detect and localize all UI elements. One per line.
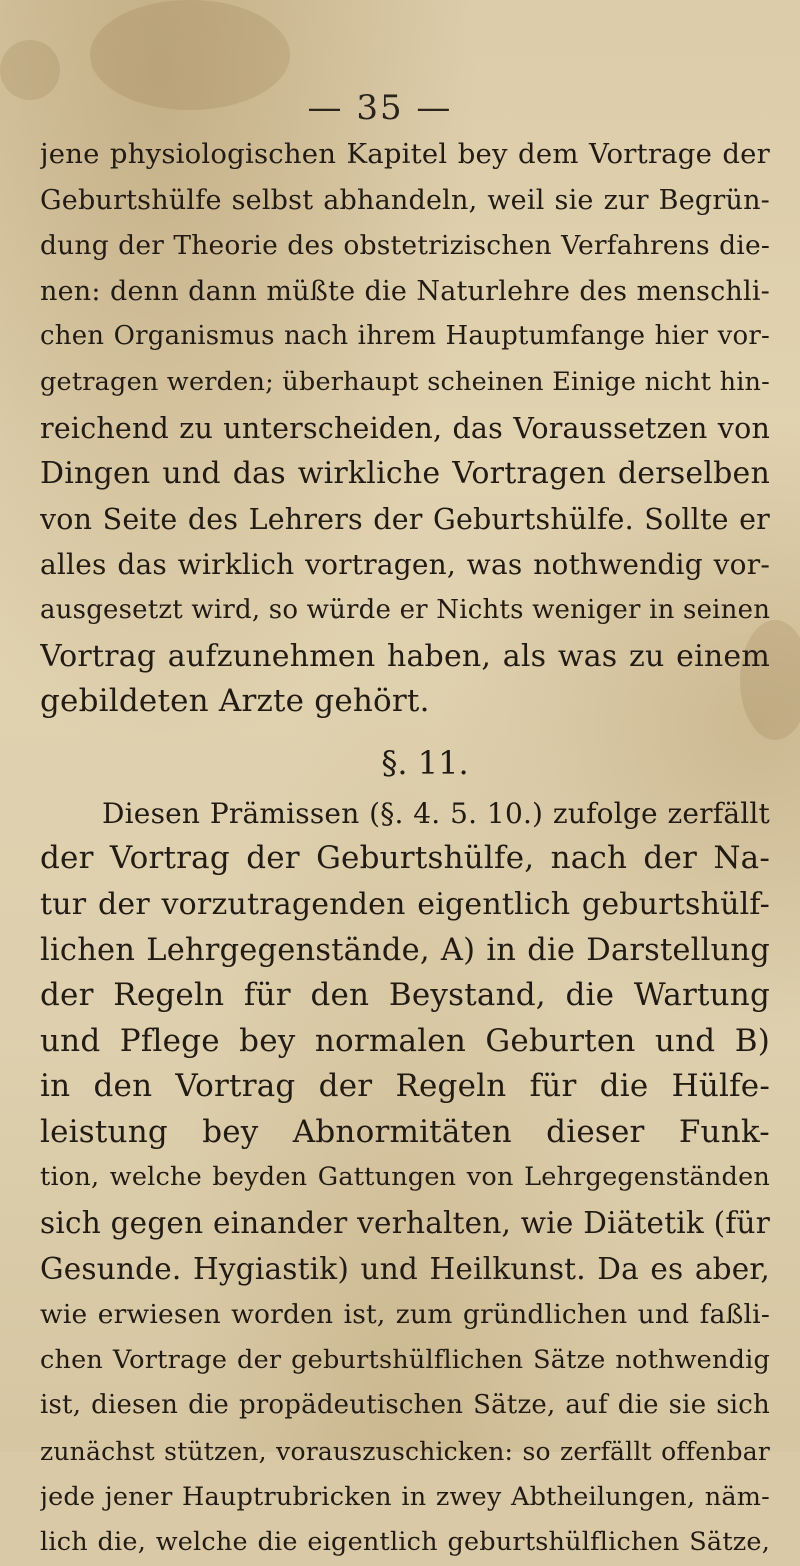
paper-stain: [90, 0, 290, 110]
text-line: reichend zu unterscheiden, das Voraussetzen von: [40, 411, 770, 445]
text-line: und Pflege bey normalen Geburten und B): [40, 1022, 770, 1059]
text-line: Geburtshülfe selbst abhandeln, weil sie zur Begrün-: [40, 184, 770, 216]
text-line: Dingen und das wirkliche Vortragen derselben: [40, 456, 770, 492]
page-number: — 35 —: [307, 88, 453, 128]
text-line: gebildeten Arzte gehört.: [40, 683, 430, 720]
text-line: lich die, welche die eigentlich geburtshülflichen Sätze,: [40, 1527, 770, 1558]
paper-stain: [0, 40, 60, 100]
text-line: jene physiologischen Kapitel bey dem Vortrage der: [40, 138, 770, 170]
paragraph-2: [40, 791, 770, 1566]
text-line: ist, diesen die propädeutischen Sätze, auf die sie sich: [40, 1390, 770, 1421]
paragraph-1: [40, 132, 770, 725]
text-line: wie erwiesen worden ist, zum gründlichen und faßli-: [40, 1299, 770, 1331]
text-line: der Regeln für den Beystand, die Wartung: [40, 977, 770, 1014]
text-line: der Vortrag der Geburtshülfe, nach der Na-: [40, 840, 770, 877]
text-line: leistung bey Abnormitäten dieser Funk-: [40, 1113, 770, 1150]
text-line: lichen Lehrgegenstände, A) in die Darstellung: [40, 932, 770, 968]
text-line: Vortrag aufzunehmen haben, als was zu einem: [40, 638, 770, 674]
text-line: tion, welche beyden Gattungen von Lehrgegenständen: [40, 1162, 770, 1193]
text-line: alles das wirklich vortragen, was nothwendig vor-: [40, 548, 770, 582]
text-line: von Seite des Lehrers der Geburtshülfe. Sollte er: [40, 502, 770, 536]
text-line: ausgesetzt wird, so würde er Nichts weniger in seinen: [40, 594, 770, 625]
text-line: chen Vortrage der geburtshülflichen Sätze nothwendig: [40, 1344, 770, 1375]
text-line: getragen werden; überhaupt scheinen Einige nicht hin-: [40, 366, 770, 397]
text-line: in den Vortrag der Regeln für die Hülfe-: [40, 1068, 770, 1105]
text-line: chen Organismus nach ihrem Hauptumfange hier vor-: [40, 321, 770, 352]
text-line: jede jener Hauptrubricken in zwey Abtheilungen, näm-: [40, 1481, 770, 1512]
text-line: sich gegen einander verhalten, wie Diätetik (für: [40, 1206, 770, 1241]
text-line: nen: denn dann müßte die Naturlehre des menschli-: [40, 275, 770, 307]
text-line: zunächst stützen, vorauszuschicken: so zerfällt offenbar: [40, 1437, 770, 1467]
text-line: Diesen Prämissen (§. 4. 5. 10.) zufolge zerfällt: [102, 796, 770, 830]
text-line: Gesunde. Hygiastik) und Heilkunst. Da es aber,: [40, 1251, 770, 1286]
text-line: dung der Theorie des obstetrizischen Verfahrens die-: [40, 230, 770, 262]
section-heading: §. 11.: [381, 743, 469, 782]
text-line: tur der vorzutragenden eigentlich geburtshülf-: [40, 886, 770, 922]
text-body: [40, 132, 770, 1566]
